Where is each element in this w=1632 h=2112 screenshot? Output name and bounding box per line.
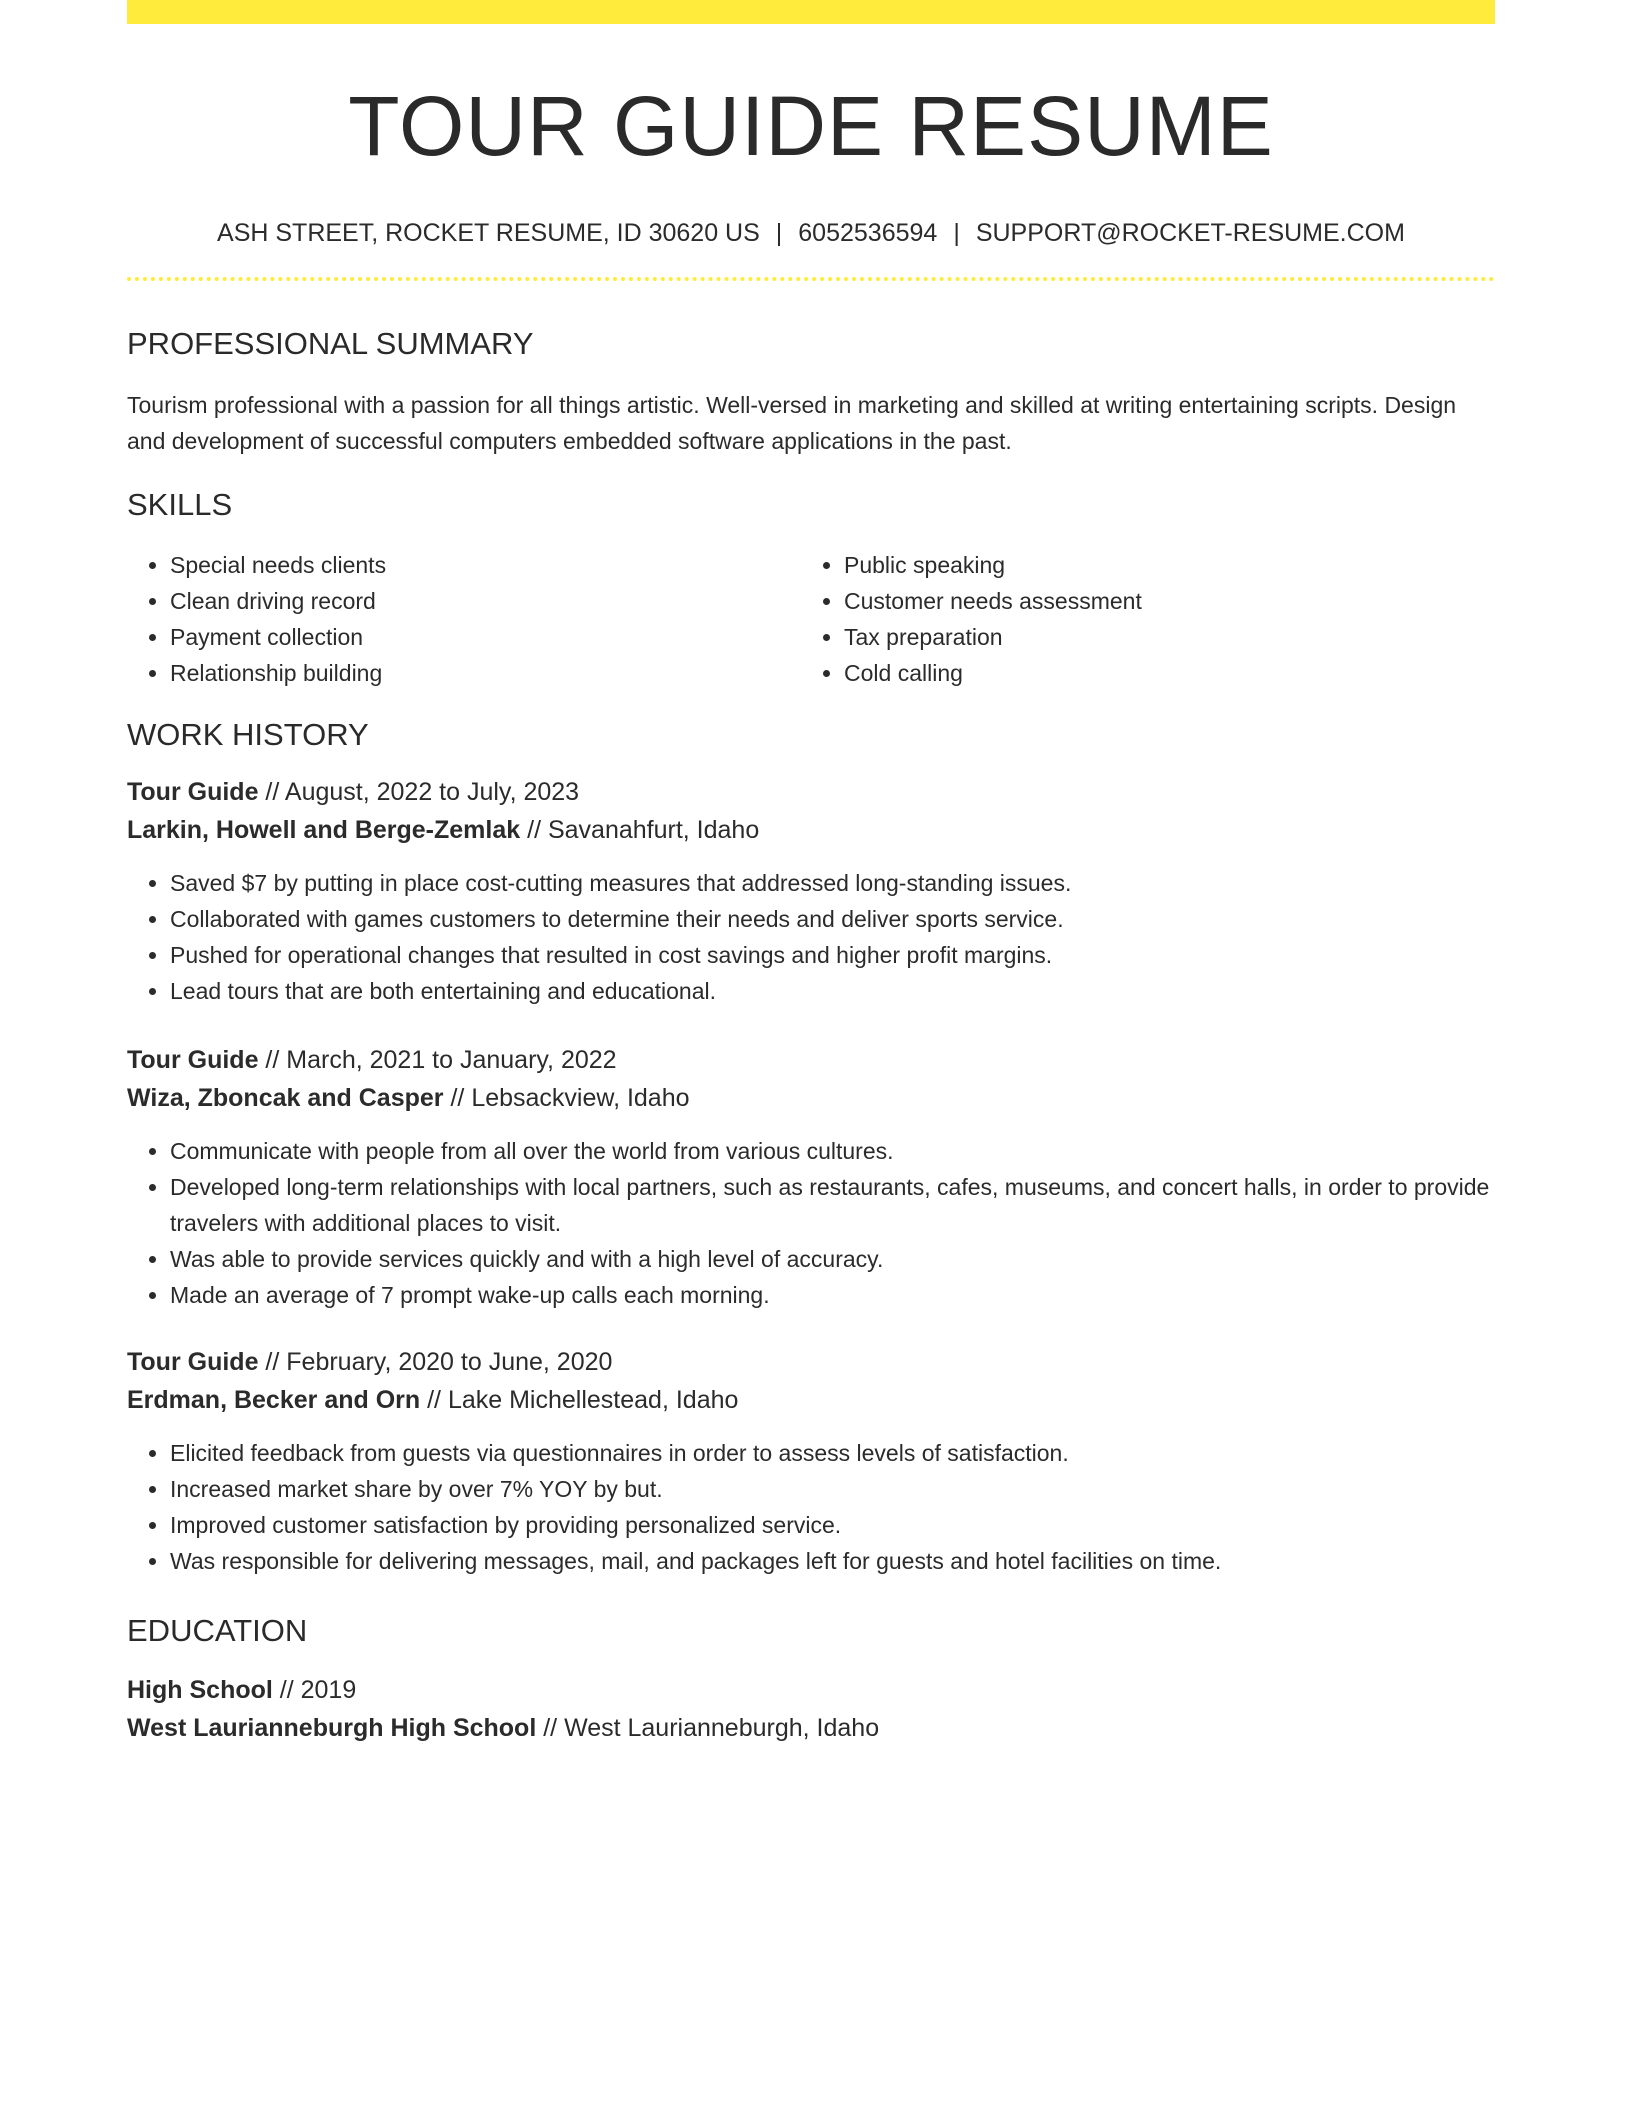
education-entry	[127, 1675, 1495, 1743]
job-company: Larkin, Howell and Berge-Zemlak	[127, 816, 521, 844]
job-bullets	[127, 865, 1495, 1009]
job-bullet: • Collaborated with games customers to determine their needs and deliver sports service.	[170, 901, 1495, 937]
job-entry	[127, 1045, 1495, 1313]
resume-page	[127, 0, 1495, 1743]
job-entry	[127, 777, 1495, 1009]
skill-item: • Cold calling	[844, 655, 1475, 691]
skill-item: • Public speaking	[844, 547, 1475, 583]
education-degree: High School	[127, 1676, 273, 1704]
job-bullet: • Was able to provide services quickly and with a high level of accuracy.	[170, 1241, 1495, 1277]
skills-list-right	[801, 547, 1475, 691]
job-bullets	[127, 1133, 1495, 1313]
contact-email: SUPPORT@ROCKET-RESUME.COM	[975, 219, 1405, 247]
education-year: // 2019	[272, 1676, 357, 1704]
contact-line	[127, 218, 1495, 248]
job-bullet: • Made an average of 7 prompt wake-up calls each morning.	[170, 1277, 1495, 1313]
job-dates: // March, 2021 to January, 2022	[258, 1046, 617, 1074]
contact-phone: 6052536594	[798, 219, 938, 247]
job-bullet: • Elicited feedback from guests via questionnaires in order to assess levels of satisfaction.	[170, 1435, 1495, 1471]
education-degree-line	[127, 1675, 1495, 1705]
job-location: // Lake Michellestead, Idaho	[420, 1386, 739, 1414]
job-role: Tour Guide	[127, 1348, 259, 1376]
job-bullet: • Improved customer satisfaction by providing personalized service.	[170, 1507, 1495, 1543]
summary-text: Tourism professional with a passion for all things artistic. Well-versed in marketing and skilled at writing entertaining scripts. Design and development of successful computers embedded software applications in the past.	[127, 392, 1457, 454]
accent-bar	[127, 0, 1495, 24]
job-entry	[127, 1347, 1495, 1579]
job-dates: // February, 2020 to June, 2020	[258, 1348, 613, 1376]
education-school-line	[127, 1713, 1495, 1743]
job-title-line	[127, 1347, 1495, 1377]
skills-heading: SKILLS	[127, 487, 233, 522]
dotted-divider	[127, 277, 1495, 281]
education-school: West Laurianneburgh High School	[127, 1714, 537, 1742]
job-bullets	[127, 1435, 1495, 1579]
summary-heading: PROFESSIONAL SUMMARY	[127, 326, 534, 361]
skills-list-left	[127, 547, 801, 691]
job-bullet: • Lead tours that are both entertaining and educational.	[170, 973, 1495, 1009]
job-company-line	[127, 815, 1495, 845]
job-company: Erdman, Becker and Orn	[127, 1386, 421, 1414]
job-company-line	[127, 1083, 1495, 1113]
job-bullet: • Developed long-term relationships with local partners, such as restaurants, cafes, museums, and concert halls, in order to provide travelers with additional places to visit.	[170, 1169, 1495, 1241]
job-dates: // August, 2022 to July, 2023	[258, 778, 580, 806]
job-location: // Lebsackview, Idaho	[443, 1084, 690, 1112]
job-bullet: • Communicate with people from all over the world from various cultures.	[170, 1133, 1495, 1169]
job-role: Tour Guide	[127, 1046, 259, 1074]
skill-item: • Clean driving record	[170, 583, 801, 619]
work-history-heading: WORK HISTORY	[127, 717, 369, 752]
skill-item: • Tax preparation	[844, 619, 1475, 655]
contact-separator: |	[953, 219, 960, 247]
job-company-line	[127, 1385, 1495, 1415]
contact-address: ASH STREET, ROCKET RESUME, ID 30620 US	[217, 219, 760, 247]
skill-item: • Special needs clients	[170, 547, 801, 583]
job-location: // Savanahfurt, Idaho	[520, 816, 760, 844]
skill-item: • Relationship building	[170, 655, 801, 691]
skills-grid	[127, 547, 1495, 691]
job-bullet: • Was responsible for delivering messages, mail, and packages left for guests and hotel facilities on time.	[170, 1543, 1495, 1579]
job-company: Wiza, Zboncak and Casper	[127, 1084, 444, 1112]
job-title-line	[127, 1045, 1495, 1075]
education-location: // West Laurianneburgh, Idaho	[536, 1714, 880, 1742]
job-role: Tour Guide	[127, 778, 259, 806]
resume-title: TOUR GUIDE RESUME	[348, 79, 1274, 173]
job-bullet: • Pushed for operational changes that resulted in cost savings and higher profit margins.	[170, 937, 1495, 973]
job-bullet: • Increased market share by over 7% YOY by but.	[170, 1471, 1495, 1507]
job-title-line	[127, 777, 1495, 807]
contact-separator: |	[775, 219, 783, 247]
job-bullet: • Saved $7 by putting in place cost-cutting measures that addressed long-standing issues.	[170, 865, 1495, 901]
skill-item: • Payment collection	[170, 619, 801, 655]
education-heading: EDUCATION	[127, 1613, 308, 1648]
skill-item: • Customer needs assessment	[844, 583, 1475, 619]
